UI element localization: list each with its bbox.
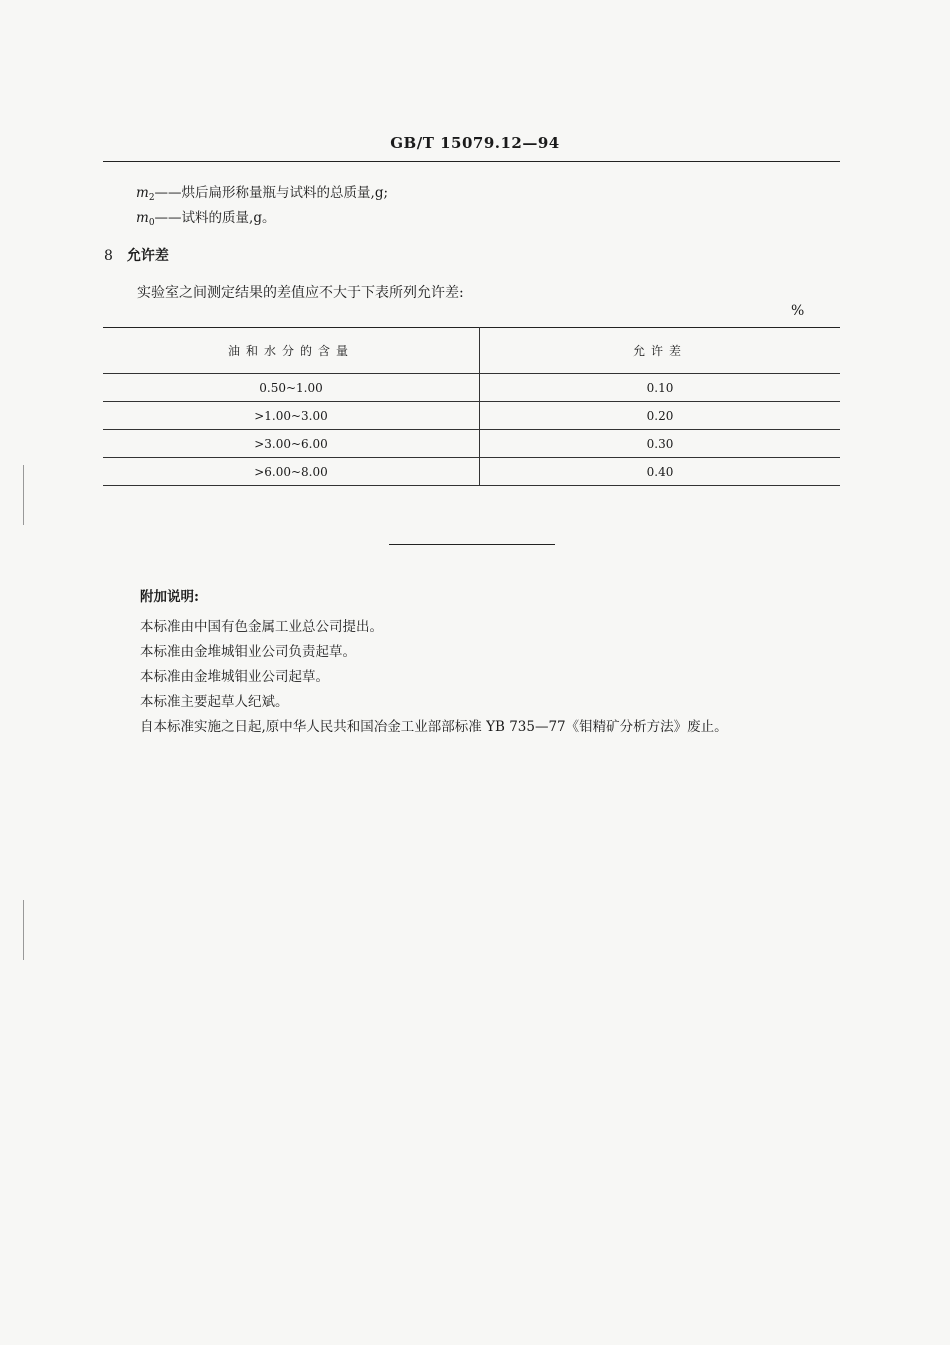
definition-text: ——烘后扁形称量瓶与试料的总质量,g;: [154, 185, 389, 201]
definition-symbol: m: [136, 210, 149, 226]
table-header-row: [103, 328, 840, 374]
definition-text: ——试料的质量,g。: [154, 210, 276, 226]
notes-line: 本标准由金堆城钼业公司负责起草。: [140, 644, 356, 660]
content-range-cell: >3.00~6.00: [103, 430, 480, 458]
tolerance-cell: 0.30: [480, 430, 841, 458]
definition-subscript: 0: [148, 218, 155, 228]
table-row: [103, 374, 840, 402]
header-rule: [103, 161, 840, 162]
section-number: 8: [104, 248, 113, 264]
tolerance-intro: 实验室之间测定结果的差值应不大于下表所列允许差:: [137, 285, 464, 301]
column-header-content: 油和水分的含量: [103, 328, 480, 374]
definition-m2: [136, 181, 388, 203]
tolerance-cell: 0.10: [480, 374, 841, 402]
end-of-text-rule: [389, 544, 555, 545]
notes-title: 附加说明:: [140, 589, 199, 605]
unit-label: %: [791, 303, 805, 319]
content-range-cell: >6.00~8.00: [103, 458, 480, 486]
notes-line: 自本标准实施之日起,原中华人民共和国冶金工业部部标准 YB 735—77《钼精矿分析方法》废止。: [140, 719, 728, 735]
table-row: [103, 458, 840, 486]
table-row: [103, 430, 840, 458]
notes-line: 本标准主要起草人纪斌。: [140, 694, 289, 710]
scan-binding-mark: [23, 465, 24, 525]
notes-line: 本标准由中国有色金属工业总公司提出。: [140, 619, 383, 635]
definition-symbol: m: [136, 185, 149, 201]
section-title: 允许差: [126, 248, 169, 264]
standard-code-header: GB/T 15079.12—94: [390, 134, 560, 152]
tolerance-table: [103, 327, 840, 486]
scan-binding-mark: [23, 900, 24, 960]
definition-m0: [136, 206, 275, 228]
section-heading: [104, 245, 169, 265]
table-row: [103, 402, 840, 430]
tolerance-cell: 0.20: [480, 402, 841, 430]
additional-notes: [140, 585, 728, 740]
notes-line: 本标准由金堆城钼业公司起草。: [140, 669, 329, 685]
column-header-tolerance: 允许差: [480, 328, 841, 374]
tolerance-cell: 0.40: [480, 458, 841, 486]
definition-subscript: 2: [148, 193, 155, 203]
content-range-cell: 0.50~1.00: [103, 374, 480, 402]
content-range-cell: >1.00~3.00: [103, 402, 480, 430]
